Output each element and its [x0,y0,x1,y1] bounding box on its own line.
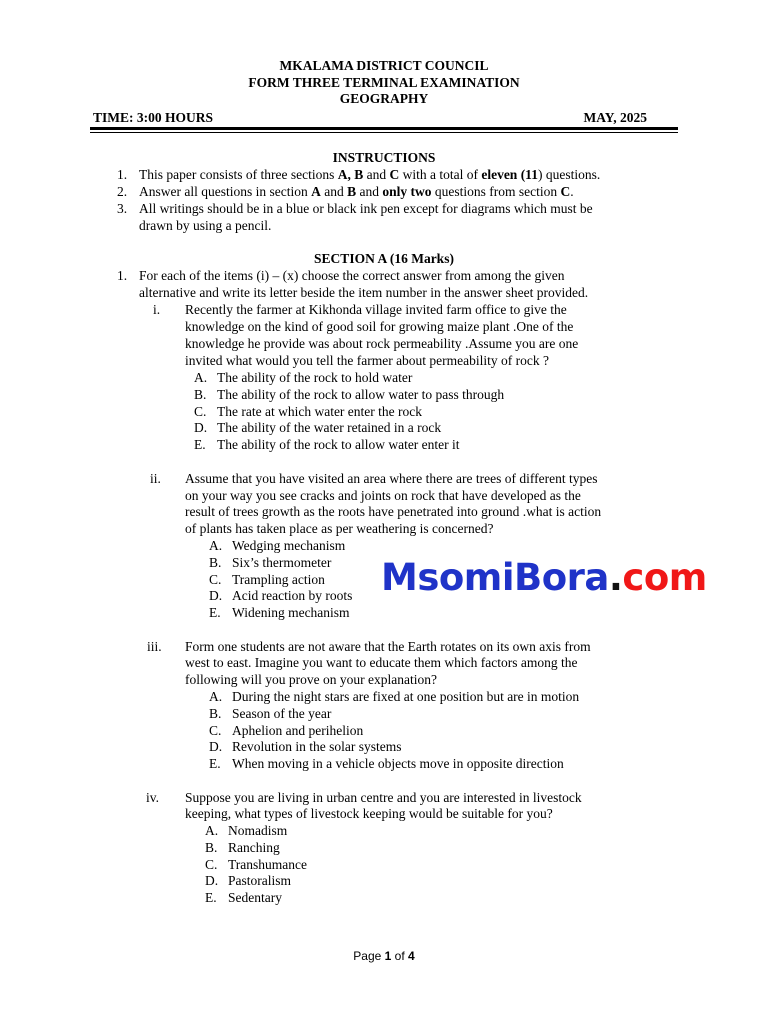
option-letter: B. [194,387,207,402]
option-letter: D. [209,739,223,754]
option-letter: E. [209,605,221,620]
time-allowed: TIME: 3:00 HOURS [93,110,214,125]
question-number: 1. [117,268,128,283]
item-iii-text: west to east. Imagine you want to educate them which factors among the [185,655,578,670]
option-letter: C. [209,723,222,738]
option-letter: E. [209,756,221,771]
header-rule-thick [90,127,678,130]
option-letter: E. [194,437,206,452]
option-letter: A. [209,689,223,704]
instruction-number: 2. [117,184,128,199]
option-text: Sedentary [228,890,282,905]
item-ii-text: of plants has taken place as per weathering is concerned? [185,521,494,536]
exam-title: FORM THREE TERMINAL EXAMINATION [248,74,520,90]
item-number: i. [153,302,161,317]
item-iii-text: Form one students are not aware that the Earth rotates on its own axis from [185,639,591,654]
section-a-heading: SECTION A (16 Marks) [314,251,454,266]
header-rule-thin [90,132,678,133]
option-text: The rate at which water enter the rock [217,404,423,419]
option-letter: A. [205,823,219,838]
option-text: Pastoralism [228,873,291,888]
option-text: During the night stars are fixed at one position but are in motion [232,689,580,704]
item-i-text: knowledge on the kind of good soil for growing maize plant .One of the [185,319,574,334]
item-iii-text: following will you prove on your explanation? [185,672,437,687]
option-letter: A. [194,370,208,385]
option-text: When moving in a vehicle objects move in opposite direction [232,756,564,771]
item-iv-text: keeping, what types of livestock keeping would be suitable for you? [185,806,553,821]
item-ii-text: Assume that you have visited an area where there are trees of different types [185,471,598,486]
item-iv-text: Suppose you are living in urban centre and you are interested in livestock [185,790,582,805]
option-text: Nomadism [228,823,288,838]
instruction-1: This paper consists of three sections A, B and C with a total of eleven (11) questions. [139,167,601,182]
instruction-3-line2: drawn by using a pencil. [139,218,272,233]
instruction-number: 3. [117,201,128,216]
instruction-number: 1. [117,167,128,182]
option-letter: B. [209,706,222,721]
option-text: Revolution in the solar systems [232,739,402,754]
option-text: Trampling action [232,572,325,587]
option-text: Transhumance [228,857,307,872]
exam-date: MAY, 2025 [583,110,647,125]
item-i-text: knowledge he provide was about rock permeability .Assume you are one [185,336,579,351]
question-1-line1: For each of the items (i) – (x) choose the correct answer from among the given [139,268,565,283]
option-text: Acid reaction by roots [232,588,353,603]
option-text: Widening mechanism [232,605,350,620]
option-text: The ability of the water retained in a rock [217,420,442,435]
exam-header [0,58,768,108]
option-letter: E. [205,890,217,905]
option-letter: A. [209,538,223,553]
option-text: The ability of the rock to allow water enter it [217,437,460,452]
item-i-text: invited what would you tell the farmer about permeability of rock ? [185,353,550,368]
option-text: Wedging mechanism [232,538,346,553]
option-letter: B. [209,555,222,570]
option-letter: C. [209,572,222,587]
item-ii-text: on your way you see cracks and joints on rock that have developed as the [185,488,581,503]
council-name: MKALAMA DISTRICT COUNCIL [279,58,489,73]
question-1-line2: alternative and write its letter beside the item number in the answer sheet provided. [139,285,589,300]
option-letter: D. [209,588,223,603]
option-letter: C. [194,404,207,419]
option-text: Aphelion and perihelion [232,723,364,738]
subject-title: GEOGRAPHY [339,91,429,106]
instruction-3-line1: All writings should be in a blue or black ink pen except for diagrams which must be [139,201,593,216]
option-text: Ranching [228,840,280,855]
item-number: ii. [150,471,161,486]
instructions-heading: INSTRUCTIONS [332,150,436,165]
option-letter: C. [205,857,218,872]
option-text: The ability of the rock to hold water [217,370,413,385]
option-text: Six’s thermometer [232,555,332,570]
option-letter: D. [205,873,219,888]
option-text: Season of the year [232,706,332,721]
option-letter: D. [194,420,208,435]
option-text: The ability of the rock to allow water to pass through [217,387,505,402]
page-footer: Page 1 of 4 [353,949,415,963]
instruction-2: Answer all questions in section A and B and only two questions from section C. [139,184,574,199]
item-number: iv. [146,790,159,805]
item-i-text: Recently the farmer at Kikhonda village invited farm office to give the [185,302,567,317]
msomibora-watermark: MsomiBora.com [381,556,707,599]
item-ii-text: result of trees growth as the roots have penetrated into ground .what is action [185,504,602,519]
item-number: iii. [147,639,162,654]
option-letter: B. [205,840,218,855]
